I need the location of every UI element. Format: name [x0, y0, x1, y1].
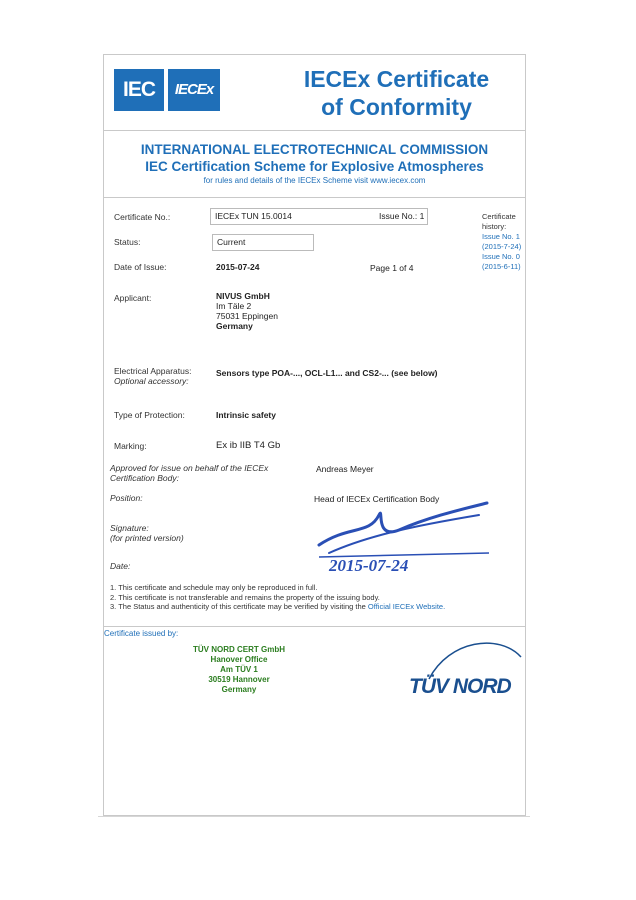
- status-field: [212, 234, 314, 251]
- tuv-nord-logo: [409, 635, 529, 705]
- approver-name: Andreas Meyer: [316, 464, 374, 474]
- date-of-issue-label: Date of Issue:: [114, 262, 167, 272]
- status-label: Status:: [114, 237, 141, 247]
- marking-value: Ex ib IIB T4 Gb: [216, 440, 281, 451]
- scheme-name: IEC Certification Scheme for Explosive Atmospheres: [145, 159, 484, 174]
- title-line-2: of Conformity: [321, 94, 472, 120]
- applicant-address: [216, 291, 278, 331]
- status-value: Current: [217, 237, 246, 247]
- issuer-address: TÜV NORD CERT GmbH Hanover Office Am TÜV 1 30519 Hannover Germany: [193, 645, 285, 694]
- note-3: 3. The Status and authenticity of this certificate may be verified by visiting the Official IECEx Website.: [110, 602, 446, 611]
- history-item[interactable]: Issue No. 1 (2015-7-24): [482, 232, 522, 251]
- title-line-1: IECEx Certificate: [303, 66, 490, 92]
- certificate-title: [274, 65, 519, 121]
- page-bottom-line: [98, 816, 530, 817]
- iecex-website-link[interactable]: Official IECEx Website.: [367, 602, 446, 611]
- apparatus-value: Sensors type POA-..., OCL-L1... and CS2-... (see below): [216, 368, 438, 378]
- note-1: 1. This certificate and schedule may only be reproduced in full.: [110, 583, 318, 592]
- applicant-city: 75031 Eppingen: [216, 311, 278, 321]
- iecex-logo: IECEx: [168, 69, 220, 111]
- certificate-no-field: [210, 208, 428, 225]
- organization-block: [104, 141, 525, 187]
- date-of-issue-value: 2015-07-24: [216, 262, 260, 272]
- issue-no: Issue No.: 1: [379, 211, 425, 221]
- marking-label: Marking:: [114, 441, 147, 451]
- org-name: INTERNATIONAL ELECTROTECHNICAL COMMISSION: [140, 142, 489, 157]
- position-label: Position:: [110, 493, 143, 503]
- applicant-label: Applicant:: [114, 293, 152, 303]
- note-2: 2. This certificate is not transferable and remains the property of the issuing body.: [110, 592, 380, 602]
- applicant-street: Im Täle 2: [216, 301, 252, 311]
- optional-accessory-label: Optional accessory:: [114, 376, 189, 386]
- tuv-arc-icon: [409, 635, 529, 680]
- divider: [104, 626, 525, 627]
- apparatus-labels: [114, 366, 191, 386]
- scheme-website-note: for rules and details of the IECEx Scheme visit www.iecex.com: [203, 176, 426, 185]
- certificate-notes: [110, 583, 445, 612]
- divider: [104, 197, 525, 198]
- electrical-apparatus-label: Electrical Apparatus:: [114, 366, 192, 376]
- certificate-no-value: IECEx TUN 15.0014: [215, 211, 292, 221]
- certificate-header: [104, 55, 525, 131]
- protection-label: Type of Protection:: [114, 410, 185, 420]
- protection-value: Intrinsic safety: [216, 410, 276, 420]
- certificate-no-label: Certificate No.:: [114, 212, 171, 222]
- tuv-nord-wordmark: TÜV NORD: [409, 675, 511, 698]
- approved-label: Approved for issue on behalf of the IECEx Certification Body:: [110, 463, 269, 483]
- history-title: Certificate history:: [482, 212, 516, 231]
- position-value: Head of IECEx Certification Body: [314, 494, 440, 504]
- applicant-country: Germany: [216, 321, 253, 331]
- issuer-label: Certificate issued by:: [104, 629, 179, 638]
- history-item[interactable]: Issue No. 0 (2015-6-11): [482, 252, 521, 271]
- signature-label: Signature: (for printed version): [110, 523, 184, 543]
- iec-logo: IEC: [114, 69, 164, 111]
- page-number: Page 1 of 4: [370, 263, 414, 273]
- date-label: Date:: [110, 561, 131, 571]
- applicant-name: NIVUS GmbH: [216, 291, 270, 301]
- handwritten-signature: [309, 495, 499, 575]
- certificate-frame: [103, 54, 526, 816]
- certificate-history: [482, 212, 525, 272]
- handwritten-date: 2015-07-24: [329, 556, 409, 575]
